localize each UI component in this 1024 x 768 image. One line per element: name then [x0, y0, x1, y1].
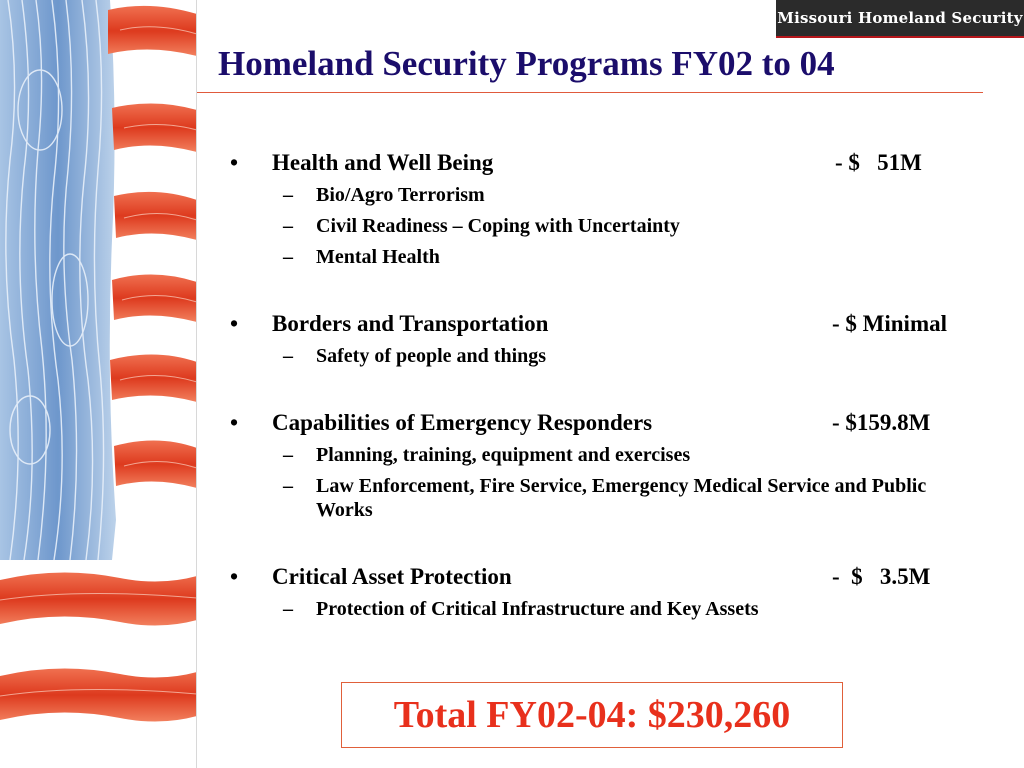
sub-item-text: Civil Readiness – Coping with Uncertainty: [316, 215, 680, 237]
flag-decoration: [0, 0, 197, 768]
dash-icon: –: [283, 215, 293, 237]
program-label: Borders and Transportation: [272, 311, 549, 336]
bullet-icon: •: [230, 410, 239, 435]
sub-item-text: Mental Health: [316, 246, 440, 268]
title-divider: [197, 92, 983, 93]
sub-item: [283, 443, 983, 467]
total-box: [341, 682, 843, 748]
flag-image: [0, 0, 197, 768]
total-text: Total FY02-04: $230,260: [393, 694, 791, 736]
sub-item: [283, 344, 983, 368]
program-label: Capabilities of Emergency Responders: [272, 410, 653, 435]
sub-item-text: Protection of Critical Infrastructure and Key Assets: [316, 598, 759, 620]
sub-item: [283, 214, 983, 238]
bullet-icon: •: [230, 150, 239, 175]
sub-item: [283, 183, 983, 207]
sub-item-text: Planning, training, equipment and exercises: [316, 444, 691, 466]
program-amount: - $ 51M: [835, 150, 922, 175]
program-label: Health and Well Being: [272, 150, 494, 175]
dash-icon: –: [283, 246, 293, 268]
bullet-icon: •: [230, 564, 239, 589]
dash-icon: –: [283, 184, 293, 206]
program-amount: - $ Minimal: [832, 311, 947, 336]
dash-icon: –: [283, 345, 293, 367]
program-amount: - $159.8M: [832, 410, 931, 435]
sub-item-text: Bio/Agro Terrorism: [316, 184, 485, 206]
page-title: Homeland Security Programs FY02 to 04: [218, 44, 835, 83]
sub-item: [283, 245, 983, 269]
dash-icon: –: [283, 444, 293, 466]
dash-icon: –: [283, 598, 293, 620]
header-badge: [776, 0, 1024, 38]
program-label: Critical Asset Protection: [272, 564, 512, 589]
header-badge-text: Missouri Homeland Security: [777, 9, 1023, 27]
bullet-icon: •: [230, 311, 239, 336]
sub-item: [283, 597, 983, 621]
program-amount: - $ 3.5M: [832, 564, 931, 589]
sub-item-text: Safety of people and things: [316, 345, 547, 367]
dash-icon: –: [283, 475, 293, 497]
sub-item: [283, 474, 973, 522]
sub-item-text: Law Enforcement, Fire Service, Emergency Medical Service and Public Works: [316, 475, 927, 521]
